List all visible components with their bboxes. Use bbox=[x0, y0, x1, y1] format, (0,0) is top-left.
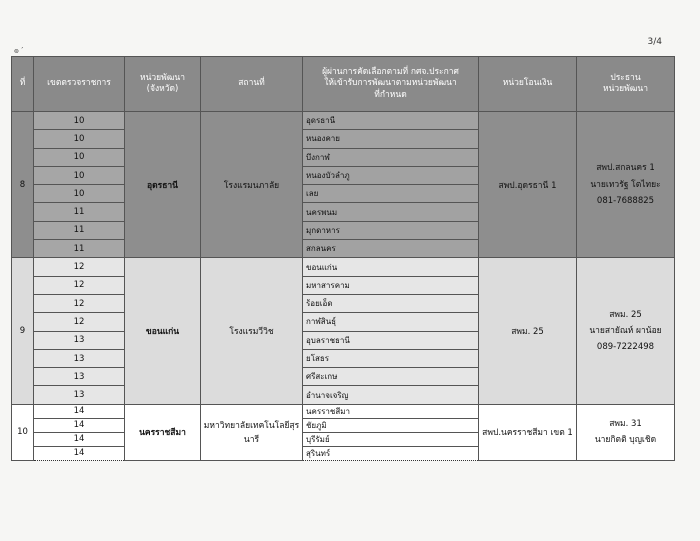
province-cell: บุรีรัมย์ bbox=[303, 432, 479, 446]
chairperson bbox=[577, 404, 675, 460]
development-unit: อุดรธานี bbox=[125, 112, 201, 258]
zone-cell: 10 bbox=[34, 130, 125, 148]
zone-cell: 14 bbox=[34, 418, 125, 432]
zone-cell: 10 bbox=[34, 112, 125, 130]
funding-unit: สพป.อุดรธานี 1 bbox=[479, 112, 577, 258]
header-zone: เขตตรวจราชการ bbox=[34, 57, 125, 112]
chairperson bbox=[577, 112, 675, 258]
zone-cell: 10 bbox=[34, 185, 125, 203]
header-selected bbox=[303, 57, 479, 112]
province-cell: สุรินทร์ bbox=[303, 446, 479, 460]
zone-cell: 12 bbox=[34, 294, 125, 312]
chairperson bbox=[577, 258, 675, 404]
province-cell: อุบลราชธานี bbox=[303, 331, 479, 349]
group-number: 8 bbox=[12, 112, 34, 258]
table-row bbox=[12, 404, 675, 418]
header-chair-line1: ประธาน bbox=[610, 72, 641, 83]
zone-cell: 10 bbox=[34, 166, 125, 184]
province-cell: นครพนม bbox=[303, 203, 479, 221]
header-no: ที่ bbox=[12, 57, 34, 112]
province-cell: อุดรธานี bbox=[303, 112, 479, 130]
zone-cell: 13 bbox=[34, 368, 125, 386]
zone-cell: 10 bbox=[34, 148, 125, 166]
zone-cell: 12 bbox=[34, 258, 125, 276]
venue: โรงแรมนภาลัย bbox=[201, 112, 303, 258]
zone-cell: 14 bbox=[34, 446, 125, 460]
province-cell: ยโสธร bbox=[303, 349, 479, 367]
zone-cell: 14 bbox=[34, 404, 125, 418]
zone-cell: 11 bbox=[34, 240, 125, 258]
header-selected-line2: ให้เข้ารับการพัฒนาตามหน่วยพัฒนา bbox=[324, 78, 457, 89]
province-cell: อำนาจเจริญ bbox=[303, 386, 479, 404]
development-unit: ขอนแก่น bbox=[125, 258, 201, 404]
group-number: 9 bbox=[12, 258, 34, 404]
header-unit bbox=[125, 57, 201, 112]
province-cell: หนองบัวลำภู bbox=[303, 166, 479, 184]
chairperson-line: สพม. 25 bbox=[609, 309, 642, 320]
page-number: 3/4 bbox=[647, 37, 662, 47]
header-funding: หน่วยโอนเงิน bbox=[479, 57, 577, 112]
table-header-row bbox=[12, 57, 675, 112]
table-row bbox=[12, 258, 675, 276]
zone-cell: 11 bbox=[34, 203, 125, 221]
header-unit-line2: (จังหวัด) bbox=[146, 84, 179, 94]
table-body bbox=[12, 112, 675, 461]
province-cell: สกลนคร bbox=[303, 240, 479, 258]
header-venue: สถานที่ bbox=[201, 57, 303, 112]
header-selected-line1: ผู้ผ่านการคัดเลือกตามที่ กศจ.ประกาศ bbox=[322, 66, 459, 77]
header-chair bbox=[577, 57, 675, 112]
chairperson-line: นายกิตติ บุญเชิด bbox=[594, 435, 657, 446]
zone-cell: 11 bbox=[34, 221, 125, 239]
province-cell: ศรีสะเกษ bbox=[303, 368, 479, 386]
zone-cell: 12 bbox=[34, 276, 125, 294]
header-selected-line3: ที่กำหนด bbox=[374, 89, 407, 100]
province-cell: ขอนแก่น bbox=[303, 258, 479, 276]
zone-cell: 14 bbox=[34, 432, 125, 446]
zone-cell: 13 bbox=[34, 331, 125, 349]
province-cell: ชัยภูมิ bbox=[303, 418, 479, 432]
chairperson-line: 081-7688825 bbox=[596, 195, 655, 206]
table-row bbox=[12, 112, 675, 130]
chairperson-line: 089-7222498 bbox=[596, 342, 655, 353]
chairperson-line: นายสายัณห์ ผาน้อย bbox=[589, 325, 662, 336]
province-cell: นครราชสีมา bbox=[303, 404, 479, 418]
corner-mark: ๏ ′ bbox=[14, 46, 24, 55]
group-number: 10 bbox=[12, 404, 34, 460]
province-cell: กาฬสินธุ์ bbox=[303, 313, 479, 331]
chairperson-line: สพป.สกลนคร 1 bbox=[596, 163, 655, 174]
province-cell: เลย bbox=[303, 185, 479, 203]
province-cell: บึงกาฬ bbox=[303, 148, 479, 166]
funding-unit: สพม. 25 bbox=[479, 258, 577, 404]
venue: มหาวิทยาลัยเทคโนโลยีสุรนารี bbox=[201, 404, 303, 460]
province-cell: หนองคาย bbox=[303, 130, 479, 148]
province-cell: ร้อยเอ็ด bbox=[303, 294, 479, 312]
header-chair-line2: หน่วยพัฒนา bbox=[602, 84, 649, 94]
province-cell: มหาสารคาม bbox=[303, 276, 479, 294]
chairperson-line: นายเทวรัฐ โตไทยะ bbox=[590, 179, 661, 190]
development-unit: นครราชสีมา bbox=[125, 404, 201, 460]
zone-cell: 12 bbox=[34, 313, 125, 331]
zone-cell: 13 bbox=[34, 349, 125, 367]
development-units-table bbox=[11, 56, 675, 461]
funding-unit: สพป.นครราชสีมา เขต 1 bbox=[479, 404, 577, 460]
venue: โรงแรมวีวิช bbox=[201, 258, 303, 404]
header-unit-line1: หน่วยพัฒนา bbox=[139, 72, 186, 83]
zone-cell: 13 bbox=[34, 386, 125, 404]
chairperson-line: สพม. 31 bbox=[609, 419, 642, 430]
province-cell: มุกดาหาร bbox=[303, 221, 479, 239]
